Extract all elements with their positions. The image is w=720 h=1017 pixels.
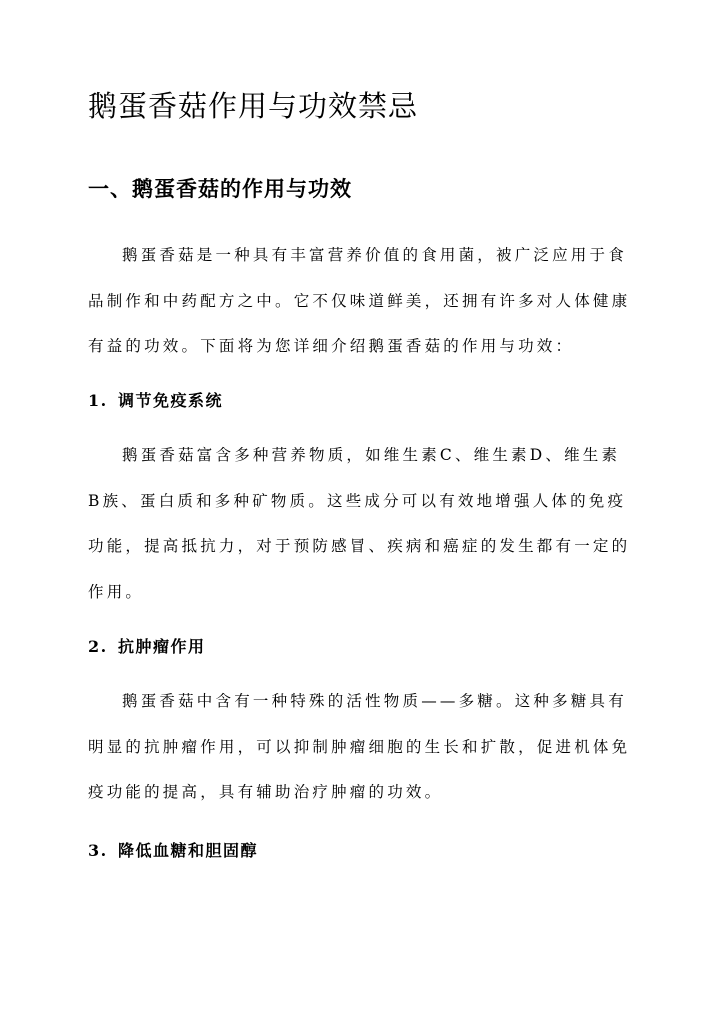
paragraph-immune: 鹅蛋香菇富含多种营养物质，如维生素C、维生素D、维生素B族、蛋白质和多种矿物质。这些成分可以有效地增强人体的免疫功能，提高抵抗力，对于预防感冒、疾病和癌症的发生都有一定的作用。	[88, 446, 631, 601]
subheading-number: 3.	[88, 841, 108, 860]
subheading-number: 2.	[88, 637, 108, 656]
subheading-antitumor	[88, 634, 206, 657]
intro-paragraph: 鹅蛋香菇是一种具有丰富营养价值的食用菌，被广泛应用于食品制作和中药配方之中。它不仅味道鲜美，还拥有许多对人体健康有益的功效。下面将为您详细介绍鹅蛋香菇的作用与功效：	[88, 246, 631, 355]
subheading-text: 调节免疫系统	[118, 391, 224, 410]
subheading-immune	[88, 388, 223, 411]
section-heading: 一、鹅蛋香菇的作用与功效	[88, 176, 352, 201]
subheading-number: 1.	[88, 391, 108, 410]
subheading-blood-sugar	[88, 838, 258, 861]
subheading-text: 降低血糖和胆固醇	[118, 841, 259, 860]
subheading-text: 抗肿瘤作用	[118, 637, 206, 656]
paragraph-antitumor: 鹅蛋香菇中含有一种特殊的活性物质——多糖。这种多糖具有明显的抗肿瘤作用，可以抑制肿瘤细胞的生长和扩散，促进机体免疫功能的提高，具有辅助治疗肿瘤的功效。	[88, 692, 631, 801]
document-title: 鹅蛋香菇作用与功效禁忌	[88, 89, 419, 123]
